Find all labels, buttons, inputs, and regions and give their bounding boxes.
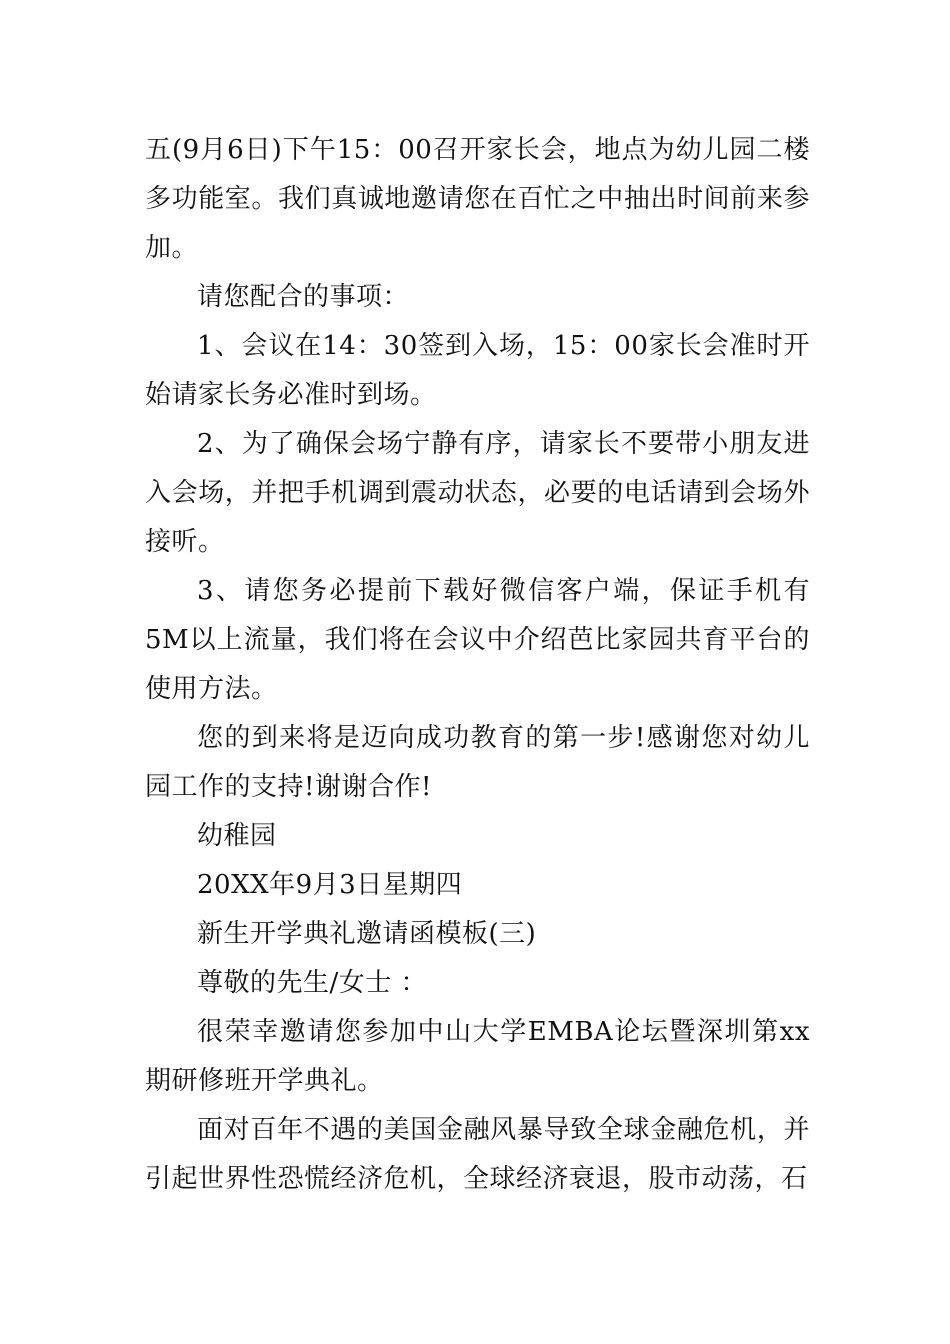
paragraph-date: 20XX年9月3日星期四 — [197, 870, 463, 900]
paragraph-meeting-time: 五(9月6日)下午15：00召开家长会，地点为幼儿园二楼多功能室。我们真诚地邀请您在百忙之中抽出时间前来参加。 — [145, 135, 810, 263]
paragraph-item-1: 1、会议在14：30签到入场，15：00家长会准时开始请家长务必准时到场。 — [145, 331, 810, 410]
paragraph-thanks: 您的到来将是迈向成功教育的第一步!感谢您对幼儿园工作的支持!谢谢合作! — [145, 723, 810, 802]
document-body — [145, 126, 810, 1204]
paragraph-background: 面对百年不遇的美国金融风暴导致全球金融危机，并引起世界性恐慌经济危机，全球经济衰退，股市动荡，石 — [145, 1115, 810, 1194]
paragraph-item-3: 3、请您务必提前下载好微信客户端，保证手机有5M以上流量，我们将在会议中介绍芭比家园共育平台的使用方法。 — [145, 576, 810, 704]
paragraph-invitation: 很荣幸邀请您参加中山大学EMBA论坛暨深圳第xx期研修班开学典礼。 — [145, 1017, 810, 1096]
paragraph-salutation: 尊敬的先生/女士 ： — [197, 968, 428, 998]
paragraph-item-2: 2、为了确保会场宁静有序，请家长不要带小朋友进入会场，并把手机调到震动状态，必要的电话请到会场外接听。 — [145, 429, 810, 557]
paragraph-notice-heading: 请您配合的事项： — [197, 282, 410, 312]
paragraph-template-title: 新生开学典礼邀请函模板(三) — [197, 919, 537, 949]
paragraph-signature: 幼稚园 — [197, 821, 277, 851]
